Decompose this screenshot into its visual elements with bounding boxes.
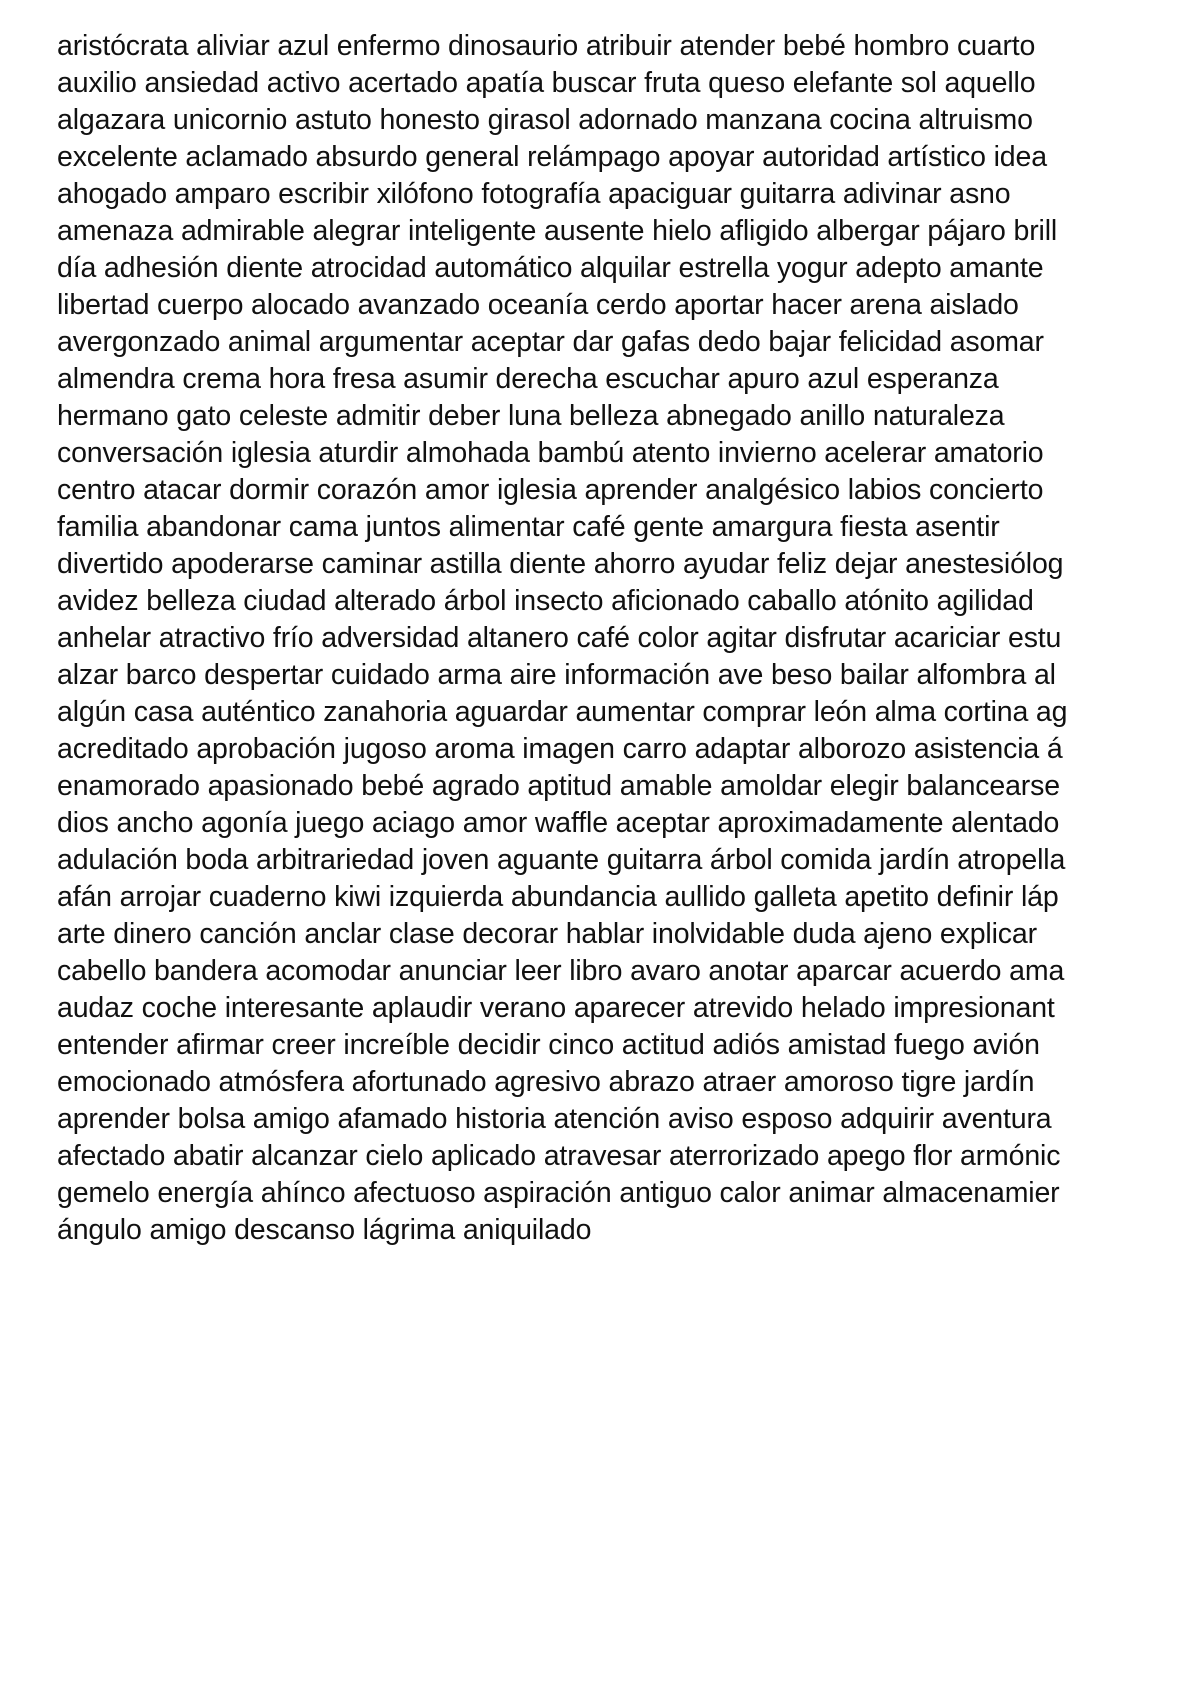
text-line: cabello bandera acomodar anunciar leer libro avaro anotar aparcar acuerdo ama xyxy=(57,955,1065,987)
text-line: familia abandonar cama juntos alimentar café gente amargura fiesta asentir xyxy=(57,511,1000,543)
text-line: hermano gato celeste admitir deber luna belleza abnegado anillo naturaleza xyxy=(57,400,1005,432)
text-line: alzar barco despertar cuidado arma aire información ave beso bailar alfombra al xyxy=(57,659,1056,691)
text-line: acreditado aprobación jugoso aroma imagen carro adaptar alborozo asistencia á xyxy=(57,733,1063,765)
text-line: aristócrata aliviar azul enfermo dinosaurio atribuir atender bebé hombro cuarto xyxy=(57,30,1036,62)
text-line: divertido apoderarse caminar astilla diente ahorro ayudar feliz dejar anestesiólog xyxy=(57,548,1064,580)
text-line: entender afirmar creer increíble decidir cinco actitud adiós amistad fuego avión xyxy=(57,1029,1040,1061)
text-line: afán arrojar cuaderno kiwi izquierda abundancia aullido galleta apetito definir láp xyxy=(57,881,1059,913)
text-line: arte dinero canción anclar clase decorar hablar inolvidable duda ajeno explicar xyxy=(57,918,1037,950)
text-line: almendra crema hora fresa asumir derecha escuchar apuro azul esperanza xyxy=(57,363,999,395)
text-line: conversación iglesia aturdir almohada bambú atento invierno acelerar amatorio xyxy=(57,437,1044,469)
text-line: día adhesión diente atrocidad automático alquilar estrella yogur adepto amante xyxy=(57,252,1044,284)
text-line: adulación boda arbitrariedad joven aguante guitarra árbol comida jardín atropella xyxy=(57,844,1066,876)
text-line: ángulo amigo descanso lágrima aniquilado xyxy=(57,1214,592,1246)
text-line: afectado abatir alcanzar cielo aplicado atravesar aterrorizado apego flor armónic xyxy=(57,1140,1061,1172)
text-line: avidez belleza ciudad alterado árbol insecto aficionado caballo atónito agilidad xyxy=(57,585,1034,617)
text-line: algún casa auténtico zanahoria aguardar aumentar comprar león alma cortina ag xyxy=(57,696,1068,728)
text-line: centro atacar dormir corazón amor iglesia aprender analgésico labios concierto xyxy=(57,474,1044,506)
text-line: avergonzado animal argumentar aceptar dar gafas dedo bajar felicidad asomar xyxy=(57,326,1044,358)
text-line: auxilio ansiedad activo acertado apatía buscar fruta queso elefante sol aquello xyxy=(57,67,1036,99)
text-line: emocionado atmósfera afortunado agresivo abrazo atraer amoroso tigre jardín xyxy=(57,1066,1035,1098)
text-line: anhelar atractivo frío adversidad altanero café color agitar disfrutar acariciar estu xyxy=(57,622,1062,654)
text-line: enamorado apasionado bebé agrado aptitud amable amoldar elegir balancearse xyxy=(57,770,1060,802)
body-text xyxy=(57,28,1200,1249)
text-line: ahogado amparo escribir xilófono fotografía apaciguar guitarra adivinar asno xyxy=(57,178,1011,210)
text-line: aprender bolsa amigo afamado historia atención aviso esposo adquirir aventura xyxy=(57,1103,1052,1135)
text-line: algazara unicornio astuto honesto girasol adornado manzana cocina altruismo xyxy=(57,104,1033,136)
text-line: libertad cuerpo alocado avanzado oceanía cerdo aportar hacer arena aislado xyxy=(57,289,1019,321)
text-line: dios ancho agonía juego aciago amor waffle aceptar aproximadamente alentado xyxy=(57,807,1060,839)
text-line: amenaza admirable alegrar inteligente ausente hielo afligido albergar pájaro brill xyxy=(57,215,1058,247)
text-line: gemelo energía ahínco afectuoso aspiración antiguo calor animar almacenamier xyxy=(57,1177,1060,1209)
text-line: audaz coche interesante aplaudir verano aparecer atrevido helado impresionant xyxy=(57,992,1055,1024)
text-line: excelente aclamado absurdo general relámpago apoyar autoridad artístico idea xyxy=(57,141,1047,173)
